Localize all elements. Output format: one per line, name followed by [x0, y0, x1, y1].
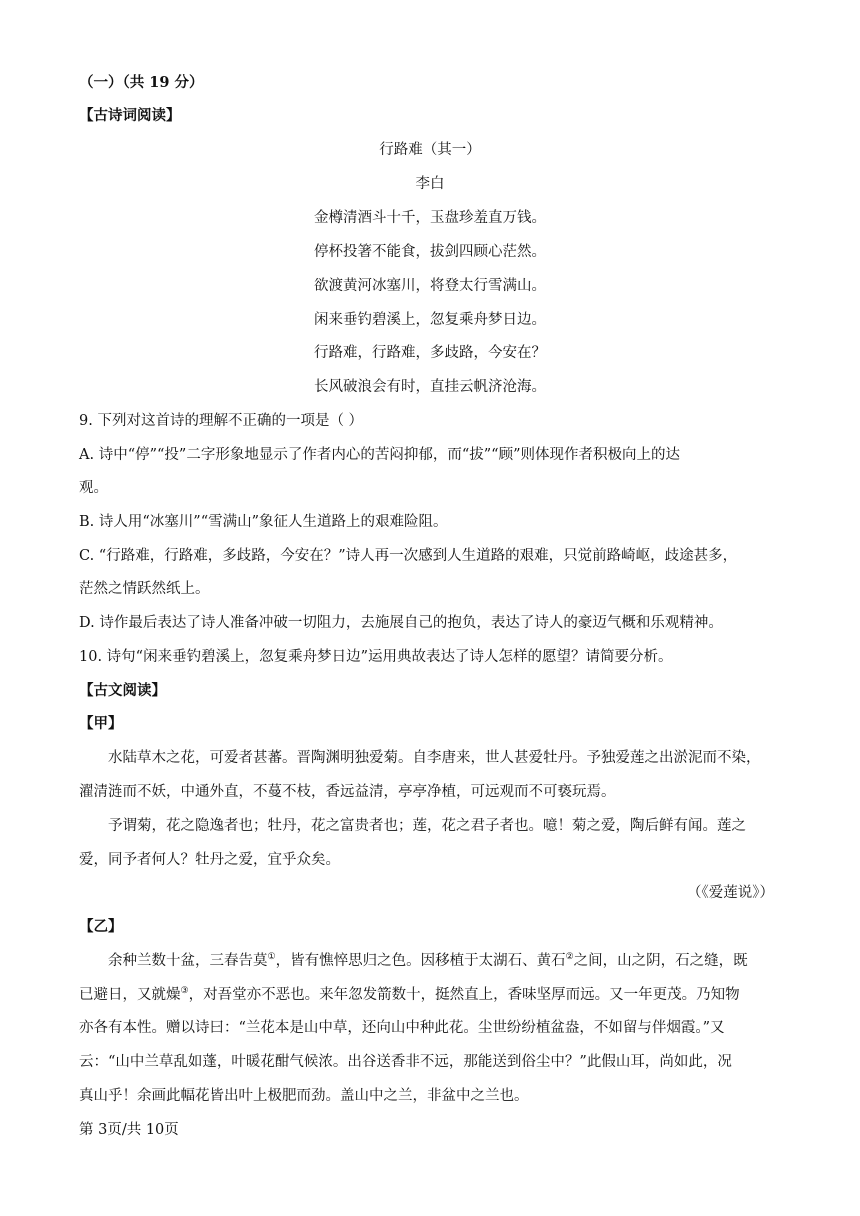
- poem-line: 闲来垂钓碧溪上，忽复乘舟梦日边。: [314, 312, 546, 328]
- question-9-stem: 9. 下列对这首诗的理解不正确的一项是（ ）: [79, 413, 364, 429]
- yi-line-1: [108, 951, 748, 971]
- section-title: （一）（共 19 分）: [79, 74, 204, 91]
- option-b: B. 诗人用“冰塞川”“雪满山”象征人生道路上的艰难险阻。: [79, 514, 448, 530]
- footnote-marker: ①: [267, 952, 276, 963]
- prose-heading: 【古文阅读】: [79, 682, 166, 699]
- option-a-cont: 观。: [79, 480, 108, 496]
- yi-line-4: 云：“山中兰草乱如蓬，叶暖花酣气候浓。出谷送香非不远，那能送到俗尘中？”此假山耳，尚如此，况: [79, 1054, 732, 1070]
- question-10: 10. 诗句“闲来垂钓碧溪上，忽复乘舟梦日边”运用典故表达了诗人怎样的愿望？请简要分析。: [79, 649, 673, 665]
- option-c-cont: 茫然之情跃然纸上。: [79, 581, 210, 597]
- passage-jia-label: 【甲】: [79, 715, 123, 732]
- poem-line: 行路难，行路难，多歧路，今安在？: [314, 345, 546, 361]
- yi-text: 余种兰数十盆，三春告莫: [108, 953, 268, 969]
- jia-source: （《爱莲说》）: [687, 885, 774, 901]
- jia-paragraph-1: 水陆草木之花，可爱者甚蕃。晋陶渊明独爱菊。自李唐来，世人甚爱牡丹。予独爱莲之出淤泥而不染，: [108, 750, 761, 766]
- footnote-marker: ③: [180, 986, 189, 997]
- yi-text: 之间，山之阴，石之缝，既: [573, 953, 748, 969]
- yi-text: ，对吾堂亦不恶也。来年忽发箭数十，挺然直上，香味坚厚而远。又一年更茂。乃知物: [188, 987, 740, 1003]
- option-c: C. “行路难，行路难，多歧路，今安在？”诗人再一次感到人生道路的艰难，只觉前路崎岖，歧途甚多，: [79, 548, 738, 564]
- footnote-marker: ②: [565, 952, 574, 963]
- poem-line: 停杯投箸不能食，拔剑四顾心茫然。: [314, 244, 546, 260]
- option-a: A. 诗中“停”“投”二字形象地显示了作者内心的苦闷抑郁，而“拔”“顾”则体现作者积极向上的达: [79, 447, 680, 463]
- jia-paragraph-1-cont: 濯清涟而不妖，中通外直，不蔓不枝，香远益清，亭亭净植，可远观而不可亵玩焉。: [79, 784, 616, 800]
- poem-title: 行路难（其一）: [379, 142, 481, 158]
- yi-line-2: [79, 985, 740, 1005]
- poem-line: 欲渡黄河冰塞川，将登太行雪满山。: [314, 278, 546, 294]
- yi-line-5: 真山乎！余画此幅花皆出叶上极肥而劲。盖山中之兰，非盆中之兰也。: [79, 1088, 529, 1104]
- poem-line: 金樽清酒斗十千，玉盘珍羞直万钱。: [314, 210, 546, 226]
- passage-yi-label: 【乙】: [79, 918, 123, 935]
- yi-line-3: 亦各有本性。赠以诗曰：“兰花本是山中草，还向山中种此花。尘世纷纷植盆盎，不如留与伴烟霞。”又: [79, 1020, 725, 1036]
- poem-line: 长风破浪会有时，直挂云帆济沧海。: [314, 379, 546, 395]
- yi-text: ，皆有憔悴思归之色。因移植于太湖石、黄石: [275, 953, 566, 969]
- jia-paragraph-2-cont: 爱，同予者何人？牡丹之爱，宜乎众矣。: [79, 852, 340, 868]
- jia-paragraph-2: 予谓菊，花之隐逸者也；牡丹，花之富贵者也；莲，花之君子者也。噫！菊之爱，陶后鲜有闻。莲之: [108, 818, 746, 834]
- poem-author: 李白: [415, 176, 445, 192]
- poem-heading: 【古诗词阅读】: [79, 107, 181, 124]
- option-d: D. 诗作最后表达了诗人准备冲破一切阻力，去施展自己的抱负，表达了诗人的豪迈气概和乐观精神。: [79, 615, 723, 631]
- yi-text: 已避日，又就燥: [79, 987, 181, 1003]
- page-footer: 第 3页/共 10页: [79, 1122, 179, 1138]
